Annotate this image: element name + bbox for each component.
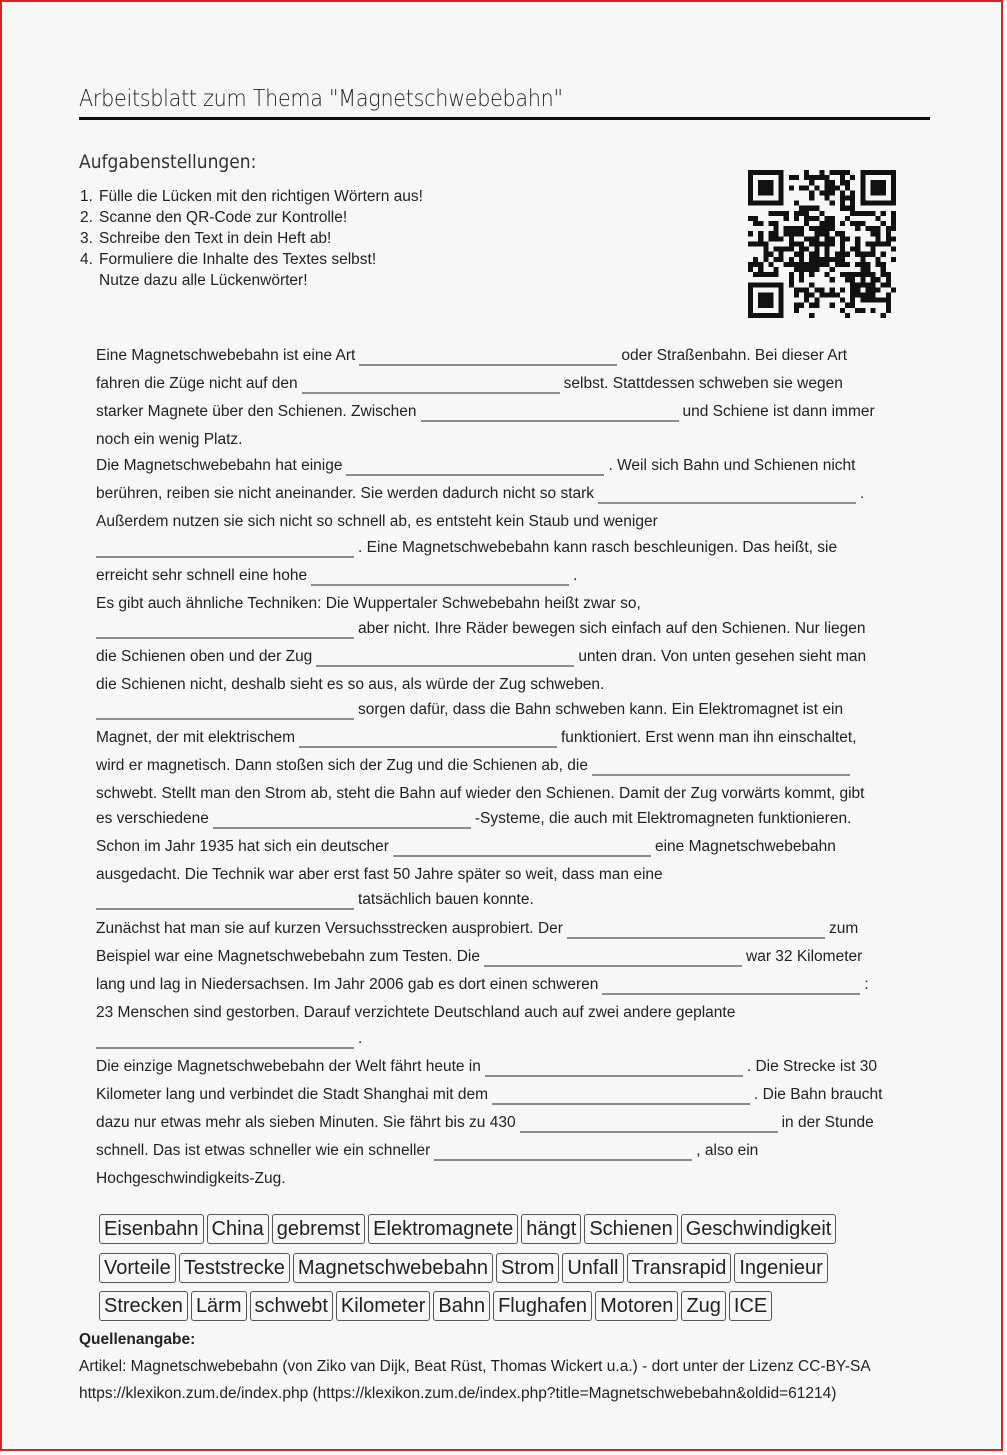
- word-chip[interactable]: Flughafen: [493, 1291, 592, 1321]
- text-line: [96, 485, 864, 504]
- text-segment: schnell. Das ist etwas schneller wie ein schneller: [96, 1142, 431, 1159]
- word-chip[interactable]: Elektromagnete: [368, 1214, 518, 1244]
- text-line: [96, 539, 837, 558]
- text-line: [96, 431, 242, 449]
- text-segment: fahren die Züge nicht auf den: [96, 375, 298, 392]
- blank-field[interactable]: [485, 1075, 743, 1077]
- text-segment: dazu nur etwas mehr als sieben Minuten. Sie fährt bis zu 430: [96, 1114, 516, 1131]
- text-segment: :: [864, 976, 869, 993]
- task-number: 1.: [80, 188, 93, 205]
- text-line: [96, 1086, 882, 1105]
- word-chip[interactable]: Strom: [496, 1253, 559, 1283]
- text-line: [96, 1142, 758, 1161]
- text-line: [96, 620, 866, 639]
- source-title: Quellenangabe:: [79, 1331, 196, 1348]
- text-segment: erreicht sehr schnell eine hohe: [96, 567, 308, 584]
- word-chip[interactable]: Zug: [681, 1291, 725, 1321]
- word-chip[interactable]: Ingenieur: [734, 1253, 827, 1283]
- task-text: Schreibe den Text in dein Heft ab!: [99, 230, 332, 247]
- text-segment: , also ein: [696, 1142, 759, 1159]
- word-chip[interactable]: Strecken: [99, 1291, 188, 1321]
- blank-field[interactable]: [567, 937, 825, 939]
- text-segment: es verschiedene: [96, 810, 209, 827]
- qr-code-icon[interactable]: [748, 168, 896, 320]
- text-segment: . Eine Magnetschwebebahn kann rasch beschleunigen. Das heißt, sie: [358, 539, 838, 556]
- text-segment: 23 Menschen sind gestorben. Darauf verzichtete Deutschland auch auf zwei andere geplante: [96, 1004, 736, 1021]
- task-number: 2.: [80, 209, 93, 226]
- text-segment: sorgen dafür, dass die Bahn schweben kann. Ein Elektromagnet ist ein: [358, 701, 844, 718]
- blank-field[interactable]: [602, 993, 860, 995]
- word-chip[interactable]: hängt: [521, 1214, 581, 1244]
- blank-field[interactable]: [316, 665, 574, 667]
- task-text: Fülle die Lücken mit den richtigen Wörtern aus!: [99, 188, 423, 205]
- blank-field[interactable]: [492, 1103, 750, 1105]
- blank-field[interactable]: [96, 556, 354, 558]
- text-segment: . Die Strecke ist 30: [746, 1058, 877, 1075]
- tasks-heading: Aufgabenstellungen:: [79, 151, 257, 173]
- task-text: Scanne den QR-Code zur Kontrolle!: [99, 209, 348, 226]
- text-segment: Zunächst hat man sie auf kurzen Versuchsstrecken ausprobiert. Der: [96, 920, 563, 937]
- blank-field[interactable]: [346, 474, 604, 476]
- text-segment: unten dran. Von unten gesehen sieht man: [578, 648, 867, 665]
- text-segment: starker Magnete über den Schienen. Zwischen: [96, 403, 417, 420]
- text-segment: Außerdem nutzen sie sich nicht so schnell ab, es entsteht kein Staub und weniger: [96, 513, 658, 530]
- word-bank-row: [99, 1214, 839, 1244]
- text-line: [96, 567, 577, 586]
- text-segment: und Schiene ist dann immer: [682, 403, 875, 420]
- blank-field[interactable]: [421, 420, 679, 422]
- blank-field[interactable]: [434, 1159, 692, 1161]
- text-segment: ausgedacht. Die Technik war aber erst fast 50 Jahre später so weit, dass man eine: [96, 866, 663, 883]
- blank-field[interactable]: [393, 855, 651, 857]
- task-number: 3.: [80, 230, 93, 247]
- text-line: [96, 1058, 877, 1077]
- text-segment: Schon im Jahr 1935 hat sich ein deutscher: [96, 838, 389, 855]
- task-text-continued: Nutze dazu alle Lückenwörter!: [99, 272, 308, 289]
- blank-field[interactable]: [299, 746, 557, 748]
- text-segment: funktioniert. Erst wenn man ihn einschaltet,: [561, 729, 857, 746]
- task-item: [80, 228, 423, 249]
- text-segment: zum: [828, 920, 859, 937]
- text-line: [96, 676, 604, 694]
- word-chip[interactable]: Kilometer: [336, 1291, 430, 1321]
- task-text: Formuliere die Inhalte des Textes selbst!: [99, 251, 377, 268]
- word-chip[interactable]: China: [207, 1214, 269, 1244]
- word-bank-row: [99, 1291, 775, 1321]
- text-segment: .: [573, 567, 578, 584]
- text-segment: Die einzige Magnetschwebebahn der Welt fährt heute in: [96, 1058, 481, 1075]
- text-segment: -Systeme, die auch mit Elektromagneten funktionieren.: [474, 810, 852, 827]
- word-chip[interactable]: Eisenbahn: [99, 1214, 204, 1244]
- blank-field[interactable]: [311, 584, 569, 586]
- word-chip[interactable]: ICE: [729, 1291, 772, 1321]
- word-chip[interactable]: Lärm: [191, 1291, 247, 1321]
- text-line: [96, 891, 534, 910]
- text-segment: . Weil sich Bahn und Schienen nicht: [608, 457, 856, 474]
- text-segment: Hochgeschwindigkeits-Zug.: [96, 1170, 286, 1187]
- blank-field[interactable]: [302, 392, 560, 394]
- word-chip[interactable]: Motoren: [595, 1291, 678, 1321]
- text-segment: Eine Magnetschwebebahn ist eine Art: [96, 347, 356, 364]
- title-underline: [79, 117, 930, 120]
- text-line: [96, 403, 875, 422]
- word-chip[interactable]: Magnetschwebebahn: [293, 1253, 493, 1283]
- text-segment: Es gibt auch ähnliche Techniken: Die Wuppertaler Schwebebahn heißt zwar so,: [96, 595, 641, 612]
- text-segment: .: [860, 485, 865, 502]
- text-segment: wird er magnetisch. Dann stoßen sich der Zug und die Schienen ab, die: [96, 757, 588, 774]
- text-segment: Magnet, der mit elektrischem: [96, 729, 295, 746]
- text-segment: aber nicht. Ihre Räder bewegen sich einfach auf den Schienen. Nur liegen: [358, 620, 866, 637]
- text-segment: oder Straßenbahn. Bei dieser Art: [621, 347, 848, 364]
- word-chip[interactable]: Vorteile: [99, 1253, 176, 1283]
- task-list: [80, 186, 423, 291]
- word-chip[interactable]: Geschwindigkeit: [681, 1214, 837, 1244]
- source-article: Artikel: Magnetschwebebahn (von Ziko van Dijk, Beat Rüst, Thomas Wickert u.a.) - dort unter der Lizenz CC-BY-SA: [79, 1358, 871, 1375]
- word-chip[interactable]: Transrapid: [627, 1253, 732, 1283]
- text-line: [96, 457, 855, 476]
- text-segment: . Die Bahn braucht: [754, 1086, 883, 1103]
- task-item: [80, 249, 423, 291]
- text-segment: war 32 Kilometer: [746, 948, 863, 965]
- word-chip[interactable]: Teststrecke: [179, 1253, 290, 1283]
- blank-field[interactable]: [213, 827, 471, 829]
- task-item: [80, 186, 423, 207]
- task-item: [80, 207, 423, 228]
- text-line: [96, 1170, 286, 1188]
- blank-field[interactable]: [592, 774, 850, 776]
- text-line: [96, 375, 843, 394]
- blank-field[interactable]: [96, 908, 354, 910]
- word-chip[interactable]: Bahn: [433, 1291, 490, 1321]
- text-segment: tatsächlich bauen konnte.: [358, 891, 534, 908]
- text-line: [96, 866, 663, 884]
- text-segment: .: [358, 1030, 363, 1047]
- text-segment: Kilometer lang und verbindet die Stadt Shanghai mit dem: [96, 1086, 489, 1103]
- text-line: [96, 1114, 874, 1133]
- text-line: [96, 920, 858, 939]
- text-line: [96, 513, 658, 531]
- source-url: https://klexikon.zum.de/index.php (https://klexikon.zum.de/index.php?title=Magnetschwebebahn&oldid=61214): [79, 1385, 837, 1402]
- word-bank-row: [99, 1253, 831, 1283]
- text-line: [96, 648, 866, 667]
- text-line: [96, 347, 847, 366]
- text-line: [96, 838, 836, 857]
- blank-field[interactable]: [96, 1047, 354, 1049]
- blank-field[interactable]: [520, 1131, 778, 1133]
- text-segment: die Schienen oben und der Zug: [96, 648, 313, 665]
- text-segment: Die Magnetschwebebahn hat einige: [96, 457, 343, 474]
- blank-field[interactable]: [96, 637, 354, 639]
- text-line: [96, 1004, 735, 1022]
- text-segment: lang und lag in Niedersachsen. Im Jahr 2006 gab es dort einen schweren: [96, 976, 599, 993]
- text-line: [96, 595, 641, 613]
- text-segment: berühren, reiben sie nicht aneinander. Sie werden dadurch nicht so stark: [96, 485, 595, 502]
- text-segment: in der Stunde: [781, 1114, 874, 1131]
- blank-field[interactable]: [96, 718, 354, 720]
- text-line: [96, 976, 869, 995]
- task-number: 4.: [80, 251, 93, 268]
- text-line: [96, 1030, 362, 1049]
- text-segment: selbst. Stattdessen schweben sie wegen: [563, 375, 843, 392]
- text-line: [96, 948, 862, 967]
- text-line: [96, 810, 851, 829]
- text-line: [96, 785, 864, 803]
- word-chip[interactable]: Unfall: [562, 1253, 623, 1283]
- text-line: [96, 757, 854, 776]
- text-segment: schwebt. Stellt man den Strom ab, steht die Bahn auf wieder den Schienen. Damit der Zug vorwärts kommt, gibt: [96, 785, 865, 802]
- blank-field[interactable]: [359, 364, 617, 366]
- word-chip[interactable]: Schienen: [584, 1214, 677, 1244]
- text-segment: noch ein wenig Platz.: [96, 431, 243, 448]
- blank-field[interactable]: [598, 502, 856, 504]
- blank-field[interactable]: [484, 965, 742, 967]
- page-title: Arbeitsblatt zum Thema "Magnetschwebebahn": [79, 86, 563, 112]
- word-chip[interactable]: gebremst: [272, 1214, 365, 1244]
- text-line: [96, 729, 857, 748]
- word-chip[interactable]: schwebt: [250, 1291, 333, 1321]
- text-segment: eine Magnetschwebebahn: [654, 838, 836, 855]
- text-line: [96, 701, 843, 720]
- text-segment: die Schienen nicht, deshalb sieht es so aus, als würde der Zug schweben.: [96, 676, 605, 693]
- text-segment: Beispiel war eine Magnetschwebebahn zum Testen. Die: [96, 948, 480, 965]
